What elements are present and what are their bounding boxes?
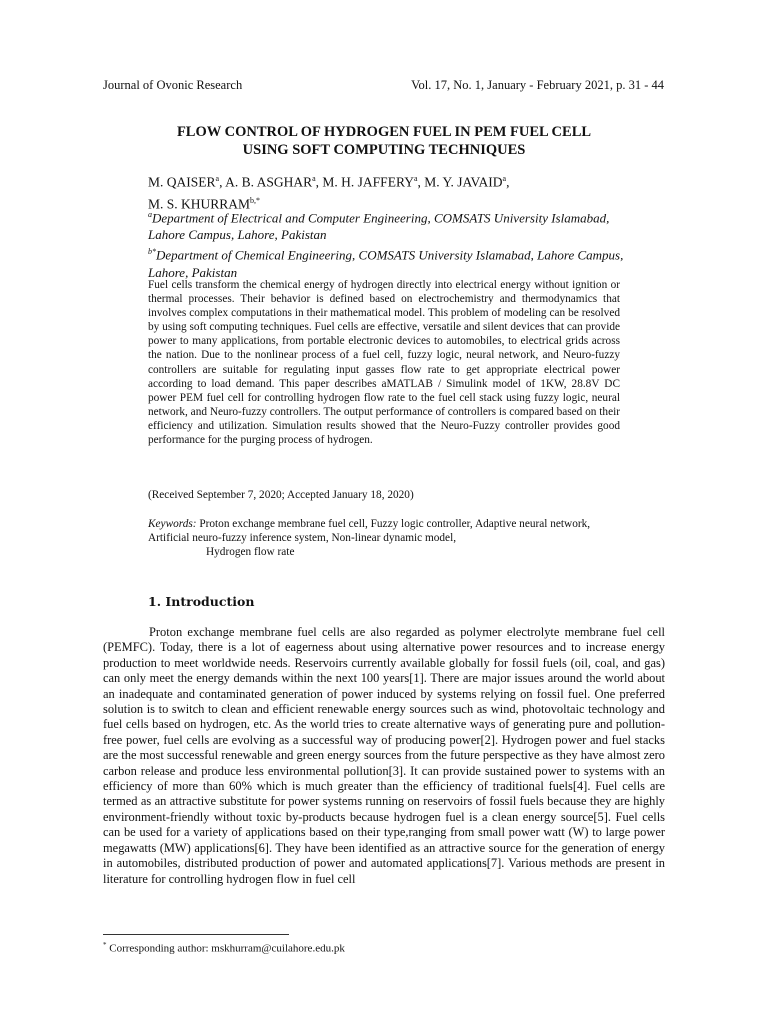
section-heading: 1. Introduction — [148, 594, 255, 609]
author-4-sup: a — [502, 174, 507, 183]
intro-paragraph: Proton exchange membrane fuel cells are also regarded as polymer electrolyte membrane fuel cell (PEMFC). Today, there is a lot of eagerness about using alternative power resources and to increase energy production to meet worldwide needs. Reservoirs currently available globally for fossil fuels (oil, coal, and gas) can only meet the energy demands within the next 100 years[1]. There are major issues around the world about an inadequate and contaminated generation of power induced by systems relying on fossil fuel. One preferred solution is to switch to clean and efficient renewable energy sources such as wind, photovoltaic technology and fuel cells based on hydrogen, etc. As the world tries to create alternative ways of generating pure and pollution-free power, fuel cells are evolving as a successful way of producing power[2]. Hydrogen power and fuel stacks are the most successful renewable and green energy sources from the future perspective as they have almost zero carbon release and produce less environmental pollution[3]. It can provide sustained power to systems with an efficiency of more than 60% which is much greater than the efficiency of traditional fuels[4]. Fuel cells are termed as an attractive substitute for power systems running on reservoirs of fossil fuels because they are highly environment-friendly without toxic by-products because hydrogen fuel is a clean energy source[5]. Fuel cells can be used for a variety of applications based on their type,ranging from small power watt (W) to large power megawatts (MW) applications[6]. They have been identified as an attractive source for the generation of energy in automobiles, distributed production of power and automated applications[7]. Various methods are present in literature for controlling hydrogen flow in fuel cell — [103, 625, 665, 886]
affiliation-b-text: Department of Chemical Engineering, COMSATS University Islamabad, Lahore Campus, Lahore, Pakistan — [148, 247, 624, 280]
author-3-sup: a — [413, 174, 418, 183]
footnote-rule — [103, 934, 289, 935]
footnote — [103, 941, 345, 955]
footnote-text: Corresponding author: mskhurram@cuilahore.edu.pk — [106, 942, 345, 955]
author-4: , M. Y. JAVAID — [417, 174, 503, 190]
keywords — [148, 517, 620, 560]
received-dates: (Received September 7, 2020; Accepted January 18, 2020) — [148, 489, 414, 501]
affiliation-a-sup: a — [148, 210, 152, 219]
title-line-1: FLOW CONTROL OF HYDROGEN FUEL IN PEM FUEL CELL — [176, 124, 592, 140]
abstract: Fuel cells transform the chemical energy of hydrogen directly into electrical energy without ignition or thermal processes. Their behavior is defined based on electrochemistry and thermodynamics that involves complex computations in their mathematical model. This problem of modeling can be resolved by using soft computing techniques. Fuel cells are effective, versatile and silent devices that can provide power to many applications, from portable electronic devices to automobiles, to electrical grids across the nation. Due to the nonlinear process of a fuel cell, fuzzy logic, neural network, and Neuro-fuzzy controllers are suitable for regulating input gasses flow rate to get appropriate electrical power according to load demand. This paper describes aMATLAB / Simulink model of 1KW, 28.8V DC power PEM fuel cell for controlling hydrogen flow rate to the fuel cell stack using fuzzy logic, neural network, and Neuro-fuzzy controllers. The output performance of controllers is compared based on their efficiency and utilization. Simulation results showed that the Neuro-Fuzzy controller provides good performance for the purging process of hydrogen. — [148, 279, 620, 447]
author-2-sup: a — [312, 174, 316, 183]
author-5-sup: b,* — [250, 195, 261, 205]
author-5: M. S. KHURRAM — [148, 196, 251, 211]
affiliation-a-text: Department of Electrical and Computer Engineering, COMSATS University Islamabad, Lahore Campus, Lahore, Pakistan — [148, 210, 610, 243]
title-line-2: USING SOFT COMPUTING TECHNIQUES — [242, 142, 526, 158]
keywords-last: Hydrogen flow rate — [206, 546, 295, 559]
volume-info: Vol. 17, No. 1, January - February 2021, p. 31 - 44 — [411, 78, 664, 92]
author-3: , M. H. JAFFERY — [315, 174, 414, 190]
keywords-text: Proton exchange membrane fuel cell, Fuzzy logic controller, Adaptive neural network, Artificial neuro-fuzzy inference system, Non-linear dynamic model, — [148, 518, 591, 545]
author-1: M. QAISER — [148, 174, 216, 190]
affiliation-a — [148, 206, 628, 243]
paper-title — [0, 123, 768, 159]
affiliation-b — [148, 243, 628, 280]
affiliations — [148, 206, 628, 281]
keywords-label: Keywords: — [148, 518, 197, 530]
journal-name: Journal of Ovonic Research — [103, 78, 243, 92]
author-4-tail: , — [506, 174, 510, 190]
author-2: , A. B. ASGHAR — [219, 174, 313, 190]
author-1-sup: a — [215, 174, 220, 183]
affiliation-b-sup: b* — [148, 247, 156, 257]
footnote-sup: * — [103, 941, 107, 949]
